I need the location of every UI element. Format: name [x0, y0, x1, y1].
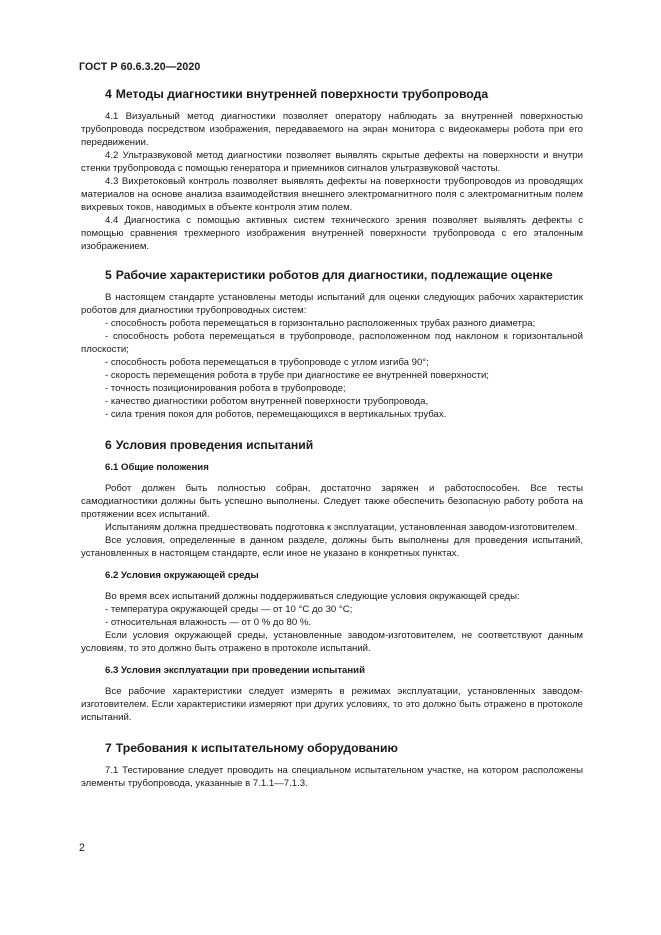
- paragraph: Если условия окружающей среды, установленные заводом-изготовителем, не соответствуют данным условиям, то это должно быть отражено в протоколе испытаний.: [81, 630, 583, 654]
- section-title: Методы диагностики внутренней поверхности трубопровода: [115, 87, 489, 101]
- paragraph: Испытаниям должна предшествовать подготовка к эксплуатации, установленная заводом-изготовителем.: [105, 522, 578, 533]
- paragraph: 4.1 Визуальный метод диагностики позволяет оператору наблюдать за внутренней поверхностью трубопровода посредством изображения, передаваемого на экран монитора с видеокамеры робота при его передвижении.: [81, 111, 583, 148]
- subsection-6-1-content: [81, 482, 583, 560]
- section-number: 7: [105, 741, 112, 755]
- section-number: 5: [105, 268, 112, 282]
- subsection-6-3-heading: 6.3 Условия эксплуатации при проведении испытаний: [105, 665, 365, 676]
- list-item: - скорость перемещения робота в трубе при диагностике ее внутренней поверхности;: [105, 370, 489, 381]
- section-4-heading: [105, 86, 583, 102]
- list-item: - качество диагностики роботом внутренней поверхности трубопровода,: [105, 396, 429, 407]
- paragraph: Во время всех испытаний должны поддерживаться следующие условия окружающей среды:: [105, 591, 520, 602]
- section-number: 6: [105, 438, 112, 452]
- list-item: - температура окружающей среды — от 10 °С до 30 °С;: [105, 604, 353, 615]
- document-body: [81, 86, 583, 790]
- document-header: ГОСТ Р 60.6.3.20—2020: [79, 61, 201, 73]
- subsection-6-2-heading: 6.2 Условия окружающей среды: [105, 570, 259, 581]
- section-5-heading: [105, 267, 583, 283]
- subsection-6-2-content: [81, 590, 583, 655]
- paragraph: 7.1 Тестирование следует проводить на специальном испытательном участке, на котором расположены элементы трубопровода, указанные в 7.1.1—7.1.3.: [81, 765, 583, 789]
- paragraph: 4.4 Диагностика с помощью активных систем технического зрения позволяет выявлять дефекты с помощью сравнения трехмерного изображения внутренней поверхности трубопровода с его эталонным изображением.: [81, 215, 583, 252]
- list-item: - способность робота перемещаться в трубопроводе, расположенном под наклоном к горизонтальной плоскости;: [81, 331, 583, 355]
- section-number: 4: [105, 87, 112, 101]
- list-item: - точность позиционирования робота в трубопроводе;: [105, 383, 346, 394]
- section-4-content: [81, 110, 583, 253]
- section-7-content: [81, 764, 583, 790]
- paragraph: В настоящем стандарте установлены методы испытаний для оценки следующих рабочих характеристик роботов для диагностики трубопроводных систем:: [81, 292, 583, 316]
- page-number: 2: [79, 842, 85, 854]
- paragraph: 4.3 Вихретоковый контроль позволяет выявлять дефекты на поверхности трубопроводов из проводящих материалов на основе анализа взаимодействия внешнего электромагнитного поля с электромагнитным полем вихревых токов, наводимых в объекте контроля этим полем.: [81, 176, 583, 213]
- paragraph: Робот должен быть полностью собран, достаточно заряжен и работоспособен. Все тесты самодиагностики должны быть успешно выполнены. Следует также обеспечить безопасную работу робота на протяжении всех испытаний.: [81, 483, 583, 520]
- section-5-content: [81, 291, 583, 421]
- paragraph: Все рабочие характеристики следует измерять в режимах эксплуатации, установленных заводом-изготовителем. Если характеристики измеряют при других условиях, то это должно быть отражено в протоколе испытаний.: [81, 686, 583, 723]
- list-item: - сила трения покоя для роботов, перемещающихся в вертикальных трубах.: [105, 409, 447, 420]
- subsection-6-1-heading: 6.1 Общие положения: [105, 462, 209, 473]
- paragraph: 4.2 Ультразвуковой метод диагностики позволяет выявлять скрытые дефекты на поверхности и внутри стенки трубопровода с помощью генератора и приемников сигналов ультразвуковой частоты.: [81, 150, 583, 174]
- section-6-heading: [105, 437, 583, 453]
- section-7-heading: [105, 740, 583, 756]
- list-item: - относительная влажность — от 0 % до 80 %.: [105, 617, 312, 628]
- section-title: Условия проведения испытаний: [115, 438, 314, 452]
- subsection-6-3-content: [81, 685, 583, 724]
- section-title: Требования к испытательному оборудованию: [115, 741, 398, 755]
- list-item: - способность робота перемещаться в трубопроводе с углом изгиба 90°;: [105, 357, 429, 368]
- list-item: - способность робота перемещаться в горизонтально расположенных трубах разного диаметра;: [105, 318, 536, 329]
- section-title: Рабочие характеристики роботов для диагностики, подлежащие оценке: [115, 268, 553, 282]
- paragraph: Все условия, определенные в данном разделе, должны быть выполнены для проведения испытаний, установленных в настоящем стандарте, если иное не указано в конкретных пунктах.: [81, 535, 583, 559]
